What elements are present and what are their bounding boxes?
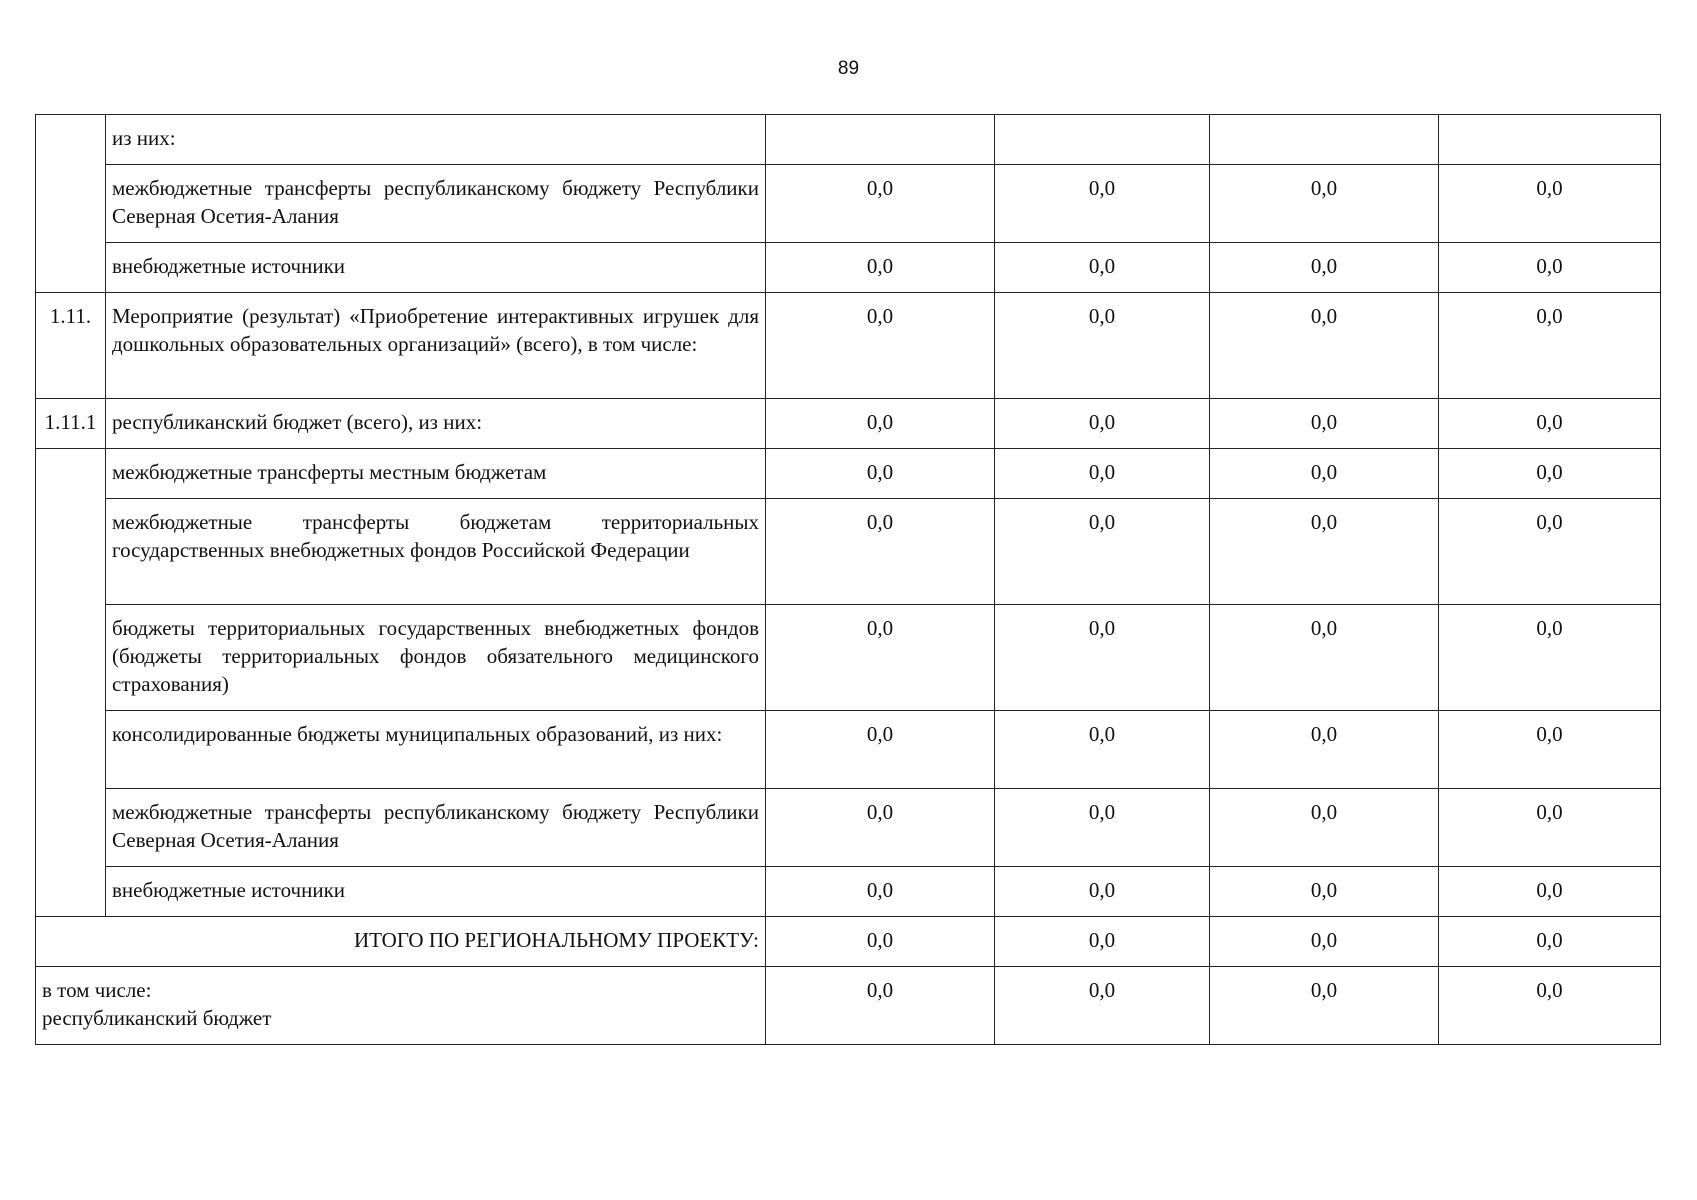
value-cell: 0,0 [766, 449, 995, 499]
table-row [36, 243, 1661, 293]
value-cell: 0,0 [1439, 867, 1661, 917]
including-value-cell: 0,0 [1439, 967, 1661, 1045]
table-row [36, 605, 1661, 711]
value-cell: 0,0 [766, 293, 995, 399]
including-row [36, 967, 1661, 1045]
total-row [36, 917, 1661, 967]
total-label: ИТОГО ПО РЕГИОНАЛЬНОМУ ПРОЕКТУ: [36, 917, 766, 967]
value-cell: 0,0 [1439, 789, 1661, 867]
value-cell: 0,0 [995, 789, 1210, 867]
value-cell: 0,0 [1439, 711, 1661, 789]
including-label-line1: в том числе: [42, 978, 152, 1002]
value-cell: 0,0 [995, 293, 1210, 399]
value-cell: 0,0 [766, 243, 995, 293]
including-value-cell: 0,0 [1210, 967, 1439, 1045]
row-description: Мероприятие (результат) «Приобретение интерактивных игрушек для дошкольных образовательных организаций» (всего), в том числе: [106, 293, 766, 399]
value-cell: 0,0 [1439, 243, 1661, 293]
value-cell: 0,0 [1210, 711, 1439, 789]
value-cell: 0,0 [766, 605, 995, 711]
page-number: 89 [837, 58, 860, 79]
row-number-cell: 1.11.1 [36, 399, 106, 449]
value-cell [1210, 115, 1439, 165]
value-cell: 0,0 [766, 789, 995, 867]
value-cell: 0,0 [1210, 605, 1439, 711]
budget-table [35, 114, 1661, 1045]
table-row [36, 165, 1661, 243]
total-value-cell: 0,0 [995, 917, 1210, 967]
value-cell [1439, 115, 1661, 165]
total-value-cell: 0,0 [1210, 917, 1439, 967]
value-cell: 0,0 [1210, 789, 1439, 867]
value-cell: 0,0 [995, 399, 1210, 449]
value-cell: 0,0 [1210, 165, 1439, 243]
value-cell: 0,0 [1439, 165, 1661, 243]
value-cell: 0,0 [995, 449, 1210, 499]
value-cell: 0,0 [995, 867, 1210, 917]
value-cell: 0,0 [1210, 293, 1439, 399]
row-description: межбюджетные трансферты республиканскому бюджету Республики Северная Осетия-Алания [106, 789, 766, 867]
value-cell: 0,0 [766, 499, 995, 605]
including-label-line2: республиканский бюджет [42, 1006, 272, 1030]
value-cell: 0,0 [766, 399, 995, 449]
total-value-cell: 0,0 [766, 917, 995, 967]
value-cell: 0,0 [766, 867, 995, 917]
total-value-cell: 0,0 [1439, 917, 1661, 967]
value-cell: 0,0 [1210, 449, 1439, 499]
row-description: межбюджетные трансферты бюджетам территориальных государственных внебюджетных фондов Российской Федерации [106, 499, 766, 605]
table-row [36, 711, 1661, 789]
value-cell: 0,0 [1439, 605, 1661, 711]
value-cell: 0,0 [1210, 243, 1439, 293]
value-cell: 0,0 [1210, 867, 1439, 917]
value-cell: 0,0 [995, 499, 1210, 605]
row-description: консолидированные бюджеты муниципальных образований, из них: [106, 711, 766, 789]
including-value-cell: 0,0 [766, 967, 995, 1045]
table-row [36, 867, 1661, 917]
table-row [36, 293, 1661, 399]
row-description: внебюджетные источники [106, 867, 766, 917]
value-cell: 0,0 [766, 165, 995, 243]
row-number-cell [36, 115, 106, 293]
value-cell: 0,0 [1439, 293, 1661, 399]
row-description: бюджеты территориальных государственных внебюджетных фондов (бюджеты территориальных фондов обязательного медицинского страхования) [106, 605, 766, 711]
value-cell [995, 115, 1210, 165]
value-cell: 0,0 [1439, 449, 1661, 499]
table-row [36, 399, 1661, 449]
value-cell: 0,0 [995, 605, 1210, 711]
row-description: внебюджетные источники [106, 243, 766, 293]
table-row [36, 115, 1661, 165]
row-number-cell [36, 449, 106, 917]
table-row [36, 499, 1661, 605]
value-cell: 0,0 [995, 711, 1210, 789]
including-label [36, 967, 766, 1045]
row-description: из них: [106, 115, 766, 165]
value-cell: 0,0 [1439, 399, 1661, 449]
value-cell: 0,0 [1439, 499, 1661, 605]
table-row [36, 449, 1661, 499]
value-cell: 0,0 [995, 165, 1210, 243]
row-description: межбюджетные трансферты местным бюджетам [106, 449, 766, 499]
table-row [36, 789, 1661, 867]
value-cell [766, 115, 995, 165]
row-description: межбюджетные трансферты республиканскому бюджету Республики Северная Осетия-Алания [106, 165, 766, 243]
value-cell: 0,0 [995, 243, 1210, 293]
value-cell: 0,0 [1210, 399, 1439, 449]
including-value-cell: 0,0 [995, 967, 1210, 1045]
row-description: республиканский бюджет (всего), из них: [106, 399, 766, 449]
row-number-cell: 1.11. [36, 293, 106, 399]
value-cell: 0,0 [1210, 499, 1439, 605]
value-cell: 0,0 [766, 711, 995, 789]
